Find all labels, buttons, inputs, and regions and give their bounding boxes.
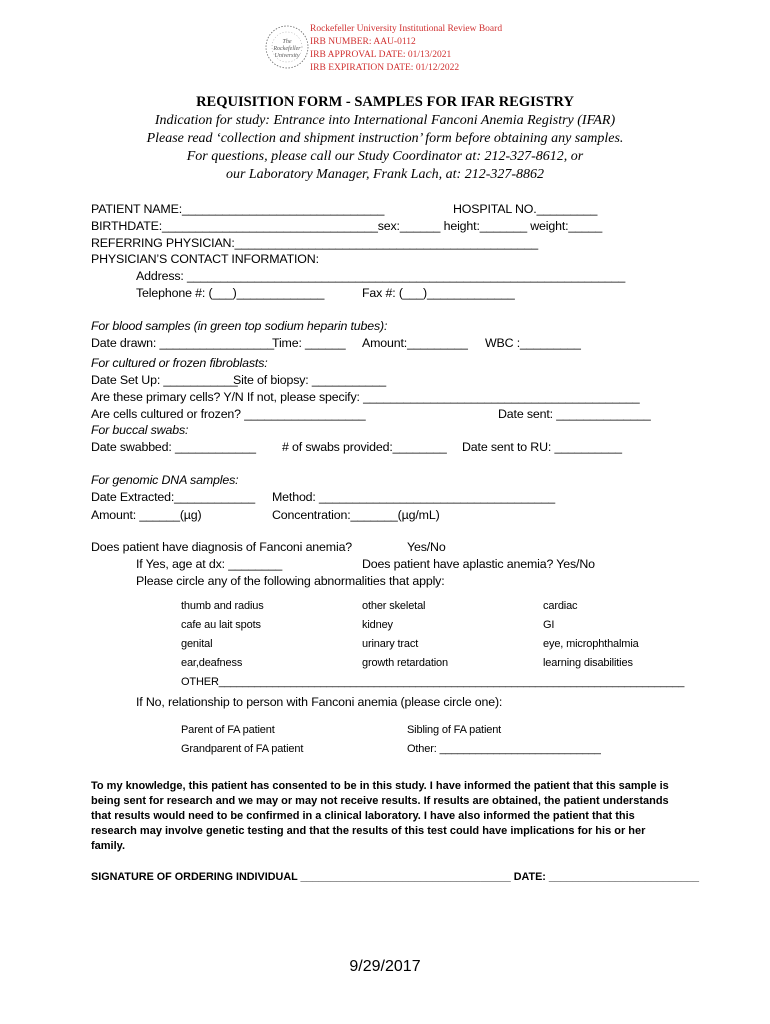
blood-amount-field[interactable]: Amount:_________ [362, 336, 468, 350]
dna-amount-field[interactable]: Amount: ______(µg) [91, 508, 202, 522]
primary-cells-field[interactable]: Are these primary cells? Y/N If not, please specify: _________________________________________ [91, 390, 640, 404]
study-indication: Indication for study: Entrance into International Fanconi Anemia Registry (IFAR) [154, 113, 616, 128]
coordinator-contact: For questions, please call our Study Coordinator at: 212-327-8612, or [186, 149, 584, 164]
cultured-frozen-field[interactable]: Are cells cultured or frozen? __________________ [91, 407, 366, 421]
physician-contact-label: PHYSICIAN’S CONTACT INFORMATION: [91, 252, 319, 266]
footer-date: 9/29/2017 [349, 958, 421, 975]
buccal-swabs-heading: For buccal swabs: [91, 423, 189, 437]
patient-name-field[interactable]: PATIENT NAME:______________________________ [91, 202, 385, 216]
genomic-dna-heading: For genomic DNA samples: [91, 473, 239, 487]
date-extracted-field[interactable]: Date Extracted:____________ [91, 490, 256, 504]
other-abnormality-field[interactable]: OTHER______________________________________________________________________________ [181, 676, 685, 688]
blood-samples-heading: For blood samples (in green top sodium heparin tubes): [91, 319, 388, 333]
concentration-field[interactable]: Concentration:_______(µg/mL) [272, 508, 440, 522]
telephone-field[interactable]: Telephone #: (___)_____________ [136, 286, 325, 300]
svg-text:The: The [282, 39, 292, 45]
abnormality-option[interactable]: GI [543, 619, 555, 631]
relationship-option[interactable]: Grandparent of FA patient [181, 743, 304, 755]
relationship-instruction: If No, relationship to person with Fanconi anemia (please circle one): [136, 695, 503, 709]
wbc-field[interactable]: WBC :_________ [485, 336, 581, 350]
date-swabbed-field[interactable]: Date swabbed: ____________ [91, 440, 256, 454]
swabs-provided-field[interactable]: # of swabs provided:________ [282, 440, 447, 454]
abnormality-option[interactable]: eye, microphthalmia [543, 638, 639, 650]
consent-statement: To my knowledge, this patient has consented to be in this study. I have informed the patient that this sample is being sent for research and we may or may not receive results. If results are obtained, the patient understands that results would need to be confirmed in a clinical laboratory. I have also informed the patient that this research may involve genetic testing and that the results of this test could have implications for his or her family. [91, 780, 669, 853]
abnormality-option[interactable]: kidney [362, 619, 393, 631]
abnormality-option[interactable]: urinary tract [362, 638, 419, 650]
referring-physician-field[interactable]: REFERRING PHYSICIAN:_____________________________________________ [91, 236, 538, 250]
irb-board-name: Rockefeller University Institutional Review Board [310, 24, 503, 34]
fax-field[interactable]: Fax #: (___)_____________ [362, 286, 515, 300]
birthdate-sex-height-weight-field[interactable]: BIRTHDATE:________________________________sex:______ height:_______ weight:_____ [91, 219, 603, 233]
abnormality-option[interactable]: other skeletal [362, 600, 426, 612]
abnormality-option[interactable]: genital [181, 638, 213, 650]
date-drawn-field[interactable]: Date drawn: _________________ [91, 336, 275, 350]
abnormalities-instruction: Please circle any of the following abnormalities that apply: [136, 574, 445, 588]
site-of-biopsy-field[interactable]: Site of biopsy: ___________ [233, 373, 387, 387]
abnormality-option[interactable]: cardiac [543, 600, 578, 612]
relationship-other-field[interactable]: Other: ___________________________ [407, 743, 601, 755]
fanconi-yes-no-option[interactable]: Yes/No [407, 540, 446, 554]
svg-text:Rockefeller: Rockefeller [273, 46, 301, 52]
date-set-up-field[interactable]: Date Set Up: ___________ [91, 373, 238, 387]
time-field[interactable]: Time: ______ [272, 336, 346, 350]
university-seal-icon [264, 24, 310, 70]
irb-approval-date: IRB APPROVAL DATE: 01/13/2021 [310, 50, 452, 60]
abnormality-option[interactable]: cafe au lait spots [181, 619, 261, 631]
irb-expiration-date: IRB EXPIRATION DATE: 01/12/2022 [310, 63, 460, 73]
age-at-dx-field[interactable]: If Yes, age at dx: ________ [136, 557, 283, 571]
relationship-option[interactable]: Sibling of FA patient [407, 724, 502, 736]
relationship-option[interactable]: Parent of FA patient [181, 724, 275, 736]
fibroblast-date-sent-field[interactable]: Date sent: ______________ [498, 407, 651, 421]
irb-number: IRB NUMBER: AAU-0112 [310, 37, 416, 47]
hospital-no-field[interactable]: HOSPITAL NO._________ [453, 202, 598, 216]
fibroblasts-heading: For cultured or frozen fibroblasts: [91, 356, 268, 370]
address-field[interactable]: Address: _________________________________________________________________ [136, 269, 626, 283]
abnormality-option[interactable]: growth retardation [362, 657, 448, 669]
date-sent-to-ru-field[interactable]: Date sent to RU: __________ [462, 440, 622, 454]
signature-date-field[interactable]: SIGNATURE OF ORDERING INDIVIDUAL ___________________________________ DATE: _________________________ [91, 871, 700, 883]
instruction-note: Please read ‘collection and shipment instruction’ form before obtaining any samples. [146, 131, 624, 146]
aplastic-anemia-option[interactable]: Does patient have aplastic anemia? Yes/No [362, 557, 595, 571]
abnormality-option[interactable]: ear,deafness [181, 657, 243, 669]
abnormality-option[interactable]: learning disabilities [543, 657, 633, 669]
svg-text:University: University [274, 53, 300, 59]
manager-contact: our Laboratory Manager, Frank Lach, at: 212-327-8862 [225, 167, 545, 182]
fanconi-diagnosis-question: Does patient have diagnosis of Fanconi anemia? [91, 540, 353, 554]
form-title: REQUISITION FORM - SAMPLES FOR IFAR REGISTRY [196, 94, 574, 110]
abnormality-option[interactable]: thumb and radius [181, 600, 264, 612]
method-field[interactable]: Method: ___________________________________ [272, 490, 555, 504]
